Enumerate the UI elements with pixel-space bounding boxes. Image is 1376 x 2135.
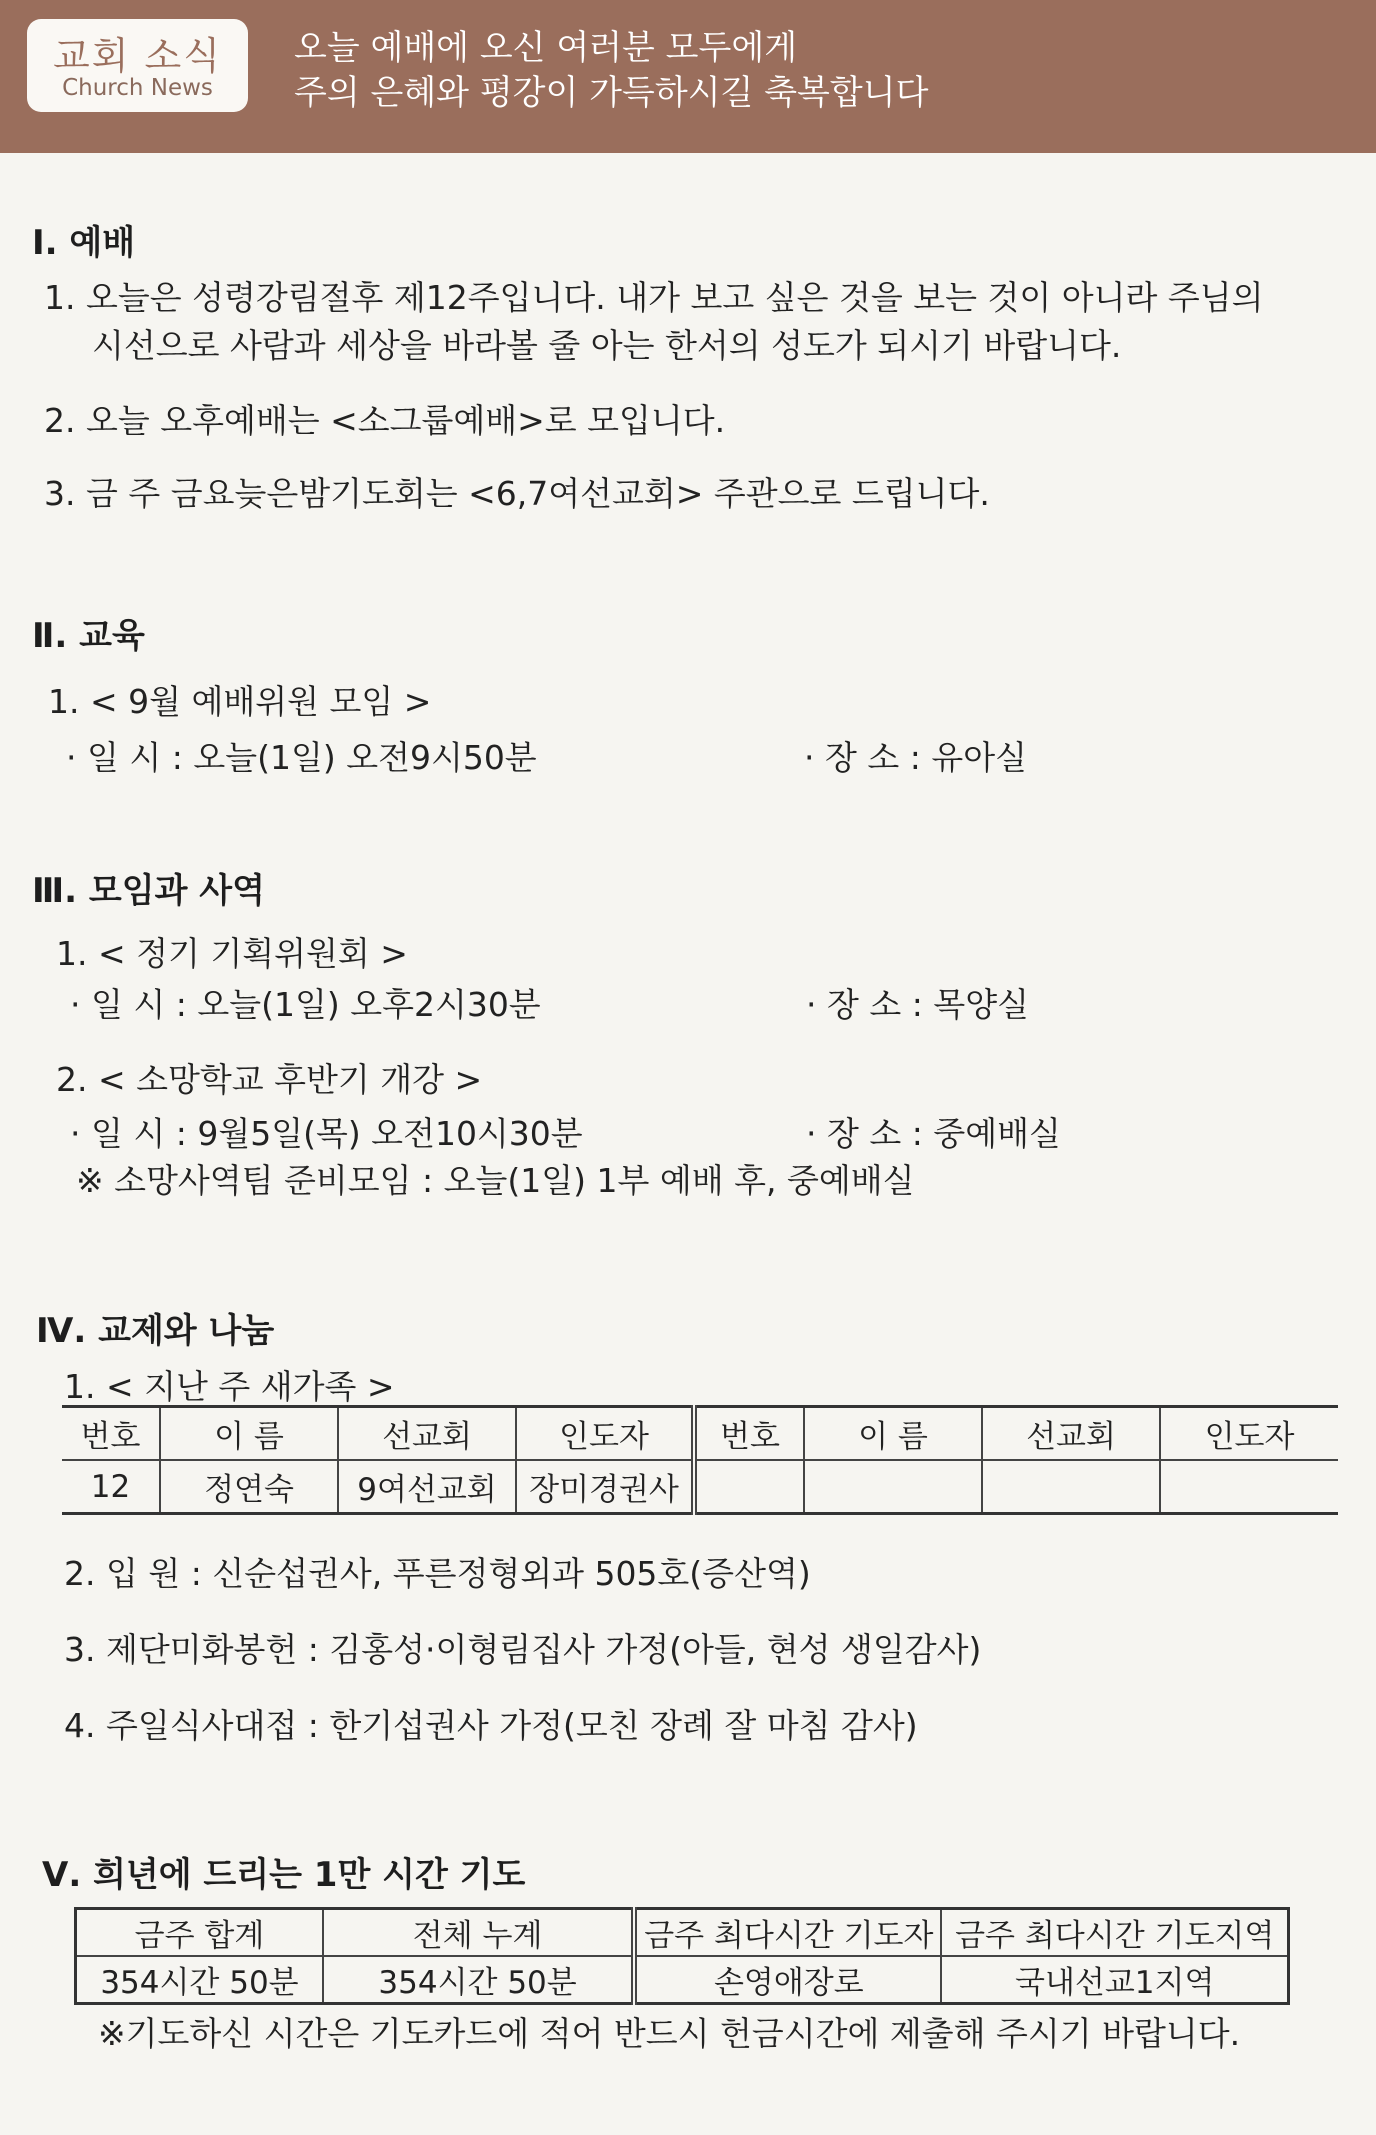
cell-number: 12 <box>62 1460 160 1514</box>
cell-guide-2 <box>1160 1460 1338 1514</box>
table-row <box>62 1460 1338 1514</box>
church-news-badge <box>27 19 248 112</box>
table-header-row <box>62 1407 1338 1461</box>
section-4-title: Ⅳ. 교제와 나눔 <box>36 1311 275 1351</box>
header-cell-mission: 선교회 <box>338 1407 516 1461</box>
s3-item2-time: · 일 시 : 9월5일(목) 오전10시30분 <box>70 1114 583 1153</box>
cell-mission: 9여선교회 <box>338 1460 516 1514</box>
header-cell-name-2: 이 름 <box>804 1407 982 1461</box>
section-1-title: Ⅰ. 예배 <box>32 223 136 263</box>
new-family-table <box>62 1405 1338 1515</box>
s3-item1-time: · 일 시 : 오늘(1일) 오후2시30분 <box>70 985 541 1024</box>
header-cell-name: 이 름 <box>160 1407 338 1461</box>
s2-item1-place: · 장 소 : 유아실 <box>804 738 1027 777</box>
header-cell-number: 번호 <box>62 1407 160 1461</box>
badge-subtitle: Church News <box>62 75 213 101</box>
header-cell-guide-2: 인도자 <box>1160 1407 1338 1461</box>
header-cell-top-person: 금주 최다시간 기도자 <box>634 1909 941 1957</box>
s2-item1: 1. < 9월 예배위원 모임 > <box>48 682 432 721</box>
cell-cumulative: 354시간 50분 <box>323 1956 634 2004</box>
s1-item1-line2: 시선으로 사람과 세상을 바라볼 줄 아는 한서의 성도가 되시기 바랍니다. <box>92 326 1122 365</box>
section-3-title: Ⅲ. 모임과 사역 <box>32 871 265 911</box>
cell-top-region: 국내선교1지역 <box>941 1956 1288 2004</box>
s3-item2-place: · 장 소 : 중예배실 <box>806 1114 1061 1153</box>
s1-item1-line1: 1. 오늘은 성령강림절후 제12주입니다. 내가 보고 싶은 것을 보는 것이 아니라 주님의 <box>44 278 1264 317</box>
s1-item3: 3. 금 주 금요늦은밤기도회는 <6,7여선교회> 주관으로 드립니다. <box>44 474 990 513</box>
greeting-line-2: 주의 은혜와 평강이 가득하시길 축복합니다 <box>294 73 929 113</box>
section-5-title: Ⅴ. 희년에 드리는 1만 시간 기도 <box>42 1855 526 1895</box>
s3-item2: 2. < 소망학교 후반기 개강 > <box>56 1060 483 1099</box>
s1-item2: 2. 오늘 오후예배는 <소그룹예배>로 모입니다. <box>44 401 726 440</box>
cell-number-2 <box>694 1460 804 1514</box>
s4-item2: 2. 입 원 : 신순섭권사, 푸른정형외과 505호(증산역) <box>64 1554 811 1593</box>
table-header-row <box>76 1909 1289 1957</box>
s3-item2-note: ※ 소망사역팀 준비모임 : 오늘(1일) 1부 예배 후, 중예배실 <box>76 1161 915 1200</box>
section-2-title: Ⅱ. 교육 <box>32 616 145 656</box>
cell-name-2 <box>804 1460 982 1514</box>
header-banner <box>0 0 1376 153</box>
header-cell-cumulative: 전체 누계 <box>323 1909 634 1957</box>
cell-top-person: 손영애장로 <box>634 1956 941 2004</box>
cell-week-total: 354시간 50분 <box>76 1956 323 2004</box>
s5-note: ※기도하신 시간은 기도카드에 적어 반드시 헌금시간에 제출해 주시기 바랍니다. <box>98 2014 1241 2053</box>
badge-title: 교회 소식 <box>53 34 222 78</box>
s4-item1: 1. < 지난 주 새가족 > <box>64 1367 395 1406</box>
table-row <box>76 1956 1289 2004</box>
cell-name: 정연숙 <box>160 1460 338 1514</box>
header-cell-number-2: 번호 <box>694 1407 804 1461</box>
s4-item4: 4. 주일식사대접 : 한기섭권사 가정(모친 장례 잘 마침 감사) <box>64 1706 918 1745</box>
cell-mission-2 <box>982 1460 1160 1514</box>
s4-item3: 3. 제단미화봉헌 : 김홍성·이형림집사 가정(아들, 현성 생일감사) <box>64 1630 982 1669</box>
s2-item1-time: · 일 시 : 오늘(1일) 오전9시50분 <box>66 738 537 777</box>
header-cell-week-total: 금주 합계 <box>76 1909 323 1957</box>
header-cell-top-region: 금주 최다시간 기도지역 <box>941 1909 1288 1957</box>
greeting-line-1: 오늘 예배에 오신 여러분 모두에게 <box>294 28 798 68</box>
s3-item1: 1. < 정기 기획위원회 > <box>56 934 408 973</box>
header-cell-mission-2: 선교회 <box>982 1407 1160 1461</box>
prayer-hours-table <box>74 1907 1290 2005</box>
cell-guide: 장미경권사 <box>516 1460 694 1514</box>
s3-item1-place: · 장 소 : 목양실 <box>806 985 1029 1024</box>
header-cell-guide: 인도자 <box>516 1407 694 1461</box>
